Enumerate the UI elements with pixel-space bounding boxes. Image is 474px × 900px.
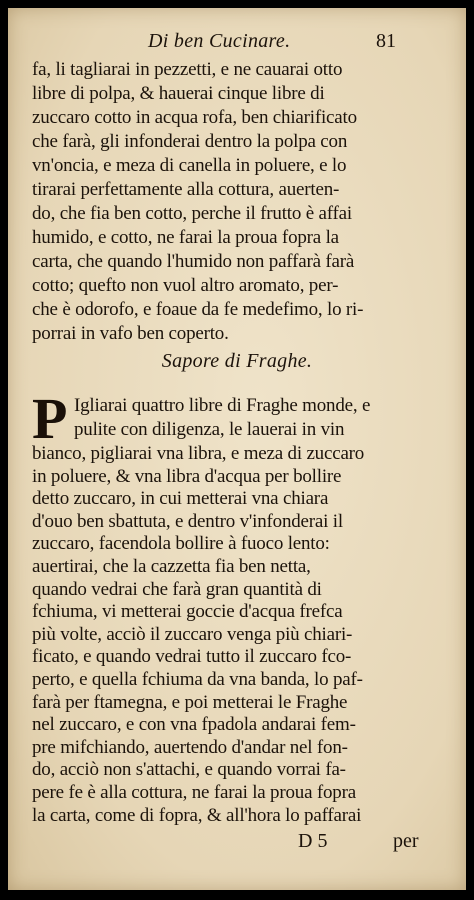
drop-cap: P: [32, 386, 68, 451]
text-line: Igliarai quattro libre di Fraghe monde, e: [74, 395, 371, 416]
text-line: fchiuma, vi metterai goccie d'acqua frefca: [32, 601, 343, 623]
text-line: nel zuccaro, e con vna fpadola andarai fem-: [32, 714, 356, 736]
signature-mark: D 5: [298, 830, 328, 852]
page-header: [8, 30, 466, 56]
text-line: d'ouo ben sbattuta, e dentro v'infonderai il: [32, 510, 343, 532]
text-line: zuccaro, facendola bollire à fuoco lento:: [32, 533, 330, 555]
text-line: pere fe è alla cottura, ne farai la proua fopra: [32, 782, 356, 803]
text-line: pre mifchiando, auertendo d'andar nel fon-: [32, 736, 348, 758]
book-page: [8, 8, 466, 890]
text-line: detto zuccaro, in cui metterai vna chiara: [32, 488, 329, 510]
text-line: la carta, come di fopra, & all'hora lo paffarai: [32, 804, 362, 826]
text-line: bianco, pigliarai vna libra, e meza di zuccaro: [32, 443, 365, 464]
text-line: tirarai perfettamente alla cottura, auerten-: [32, 179, 340, 200]
text-line: auertirai, che la cazzetta fia ben netta,: [32, 556, 311, 577]
text-line: che farà, gli infonderai dentro la polpa con: [32, 131, 348, 152]
catchword: per: [393, 830, 419, 852]
text-line: ficato, e quando vedrai tutto il zuccaro fco-: [32, 646, 352, 668]
page-footer: [8, 830, 466, 856]
text-line: fa, li tagliarai in pezzetti, e ne cauarai otto: [32, 59, 343, 80]
text-line: in poluere, & vna libra d'acqua per bollire: [32, 465, 342, 487]
text-line: do, che fia ben cotto, perche il frutto è affai: [32, 203, 352, 224]
running-head: Di ben Cucinare.: [148, 30, 291, 52]
text-line: più volte, acciò il zuccaro venga più chiari-: [32, 623, 353, 645]
text-line: humido, e cotto, ne farai la proua fopra la: [32, 227, 339, 248]
page-number: 81: [376, 30, 396, 52]
text-line: cotto; quefto non vuol altro aromato, per-: [32, 275, 339, 296]
text-line: porrai in vafo ben coperto.: [32, 323, 229, 344]
section-title: Sapore di Fraghe.: [161, 350, 313, 372]
text-line: do, acciò non s'attachi, e quando vorrai fa-: [32, 759, 346, 781]
text-line: libre di polpa, & hauerai cinque libre di: [32, 83, 325, 104]
text-line: zuccaro cotto in acqua rofa, ben chiarificato: [32, 107, 357, 128]
text-line: carta, che quando l'humido non paffarà farà: [32, 251, 355, 272]
text-line: perto, e quella fchiuma da vna banda, lo paf-: [32, 669, 363, 690]
text-line: vn'oncia, e meza di canella in poluere, e lo: [32, 155, 347, 176]
text-line: quando vedrai che farà gran quantità di: [32, 578, 322, 600]
text-line: che è odorofo, e foaue da fe medefimo, lo ri-: [32, 299, 364, 320]
text-line: pulite con diligenza, le lauerai in vin: [74, 419, 345, 440]
text-line: farà per ftamegna, e poi metterai le Fraghe: [32, 691, 348, 713]
